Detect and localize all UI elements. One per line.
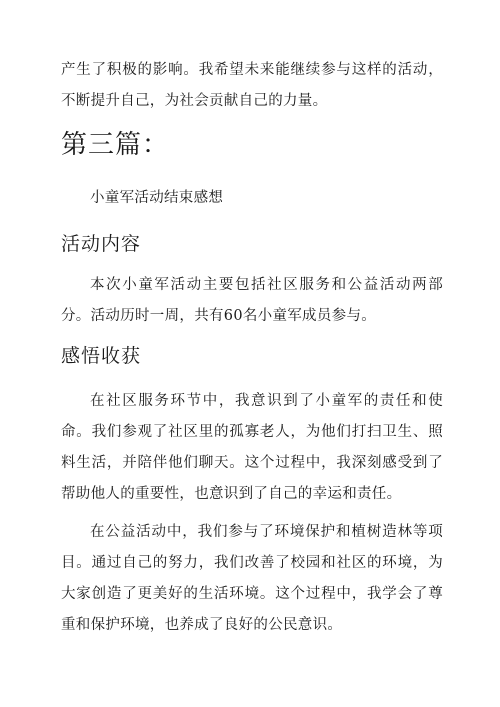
activity-content-paragraph: 本次小童军活动主要包括社区服务和公益活动两部分。活动历时一周，共有60名小童军成员参与。 xyxy=(61,277,443,324)
section-heading-reflections: 感悟收获 xyxy=(61,345,142,367)
chapter-subtitle: 小童军活动结束感想 xyxy=(90,190,224,206)
reflections-paragraph-community-service: 在社区服务环节中，我意识到了小童军的责任和使命。我们参观了社区里的孤寡老人，为他们打扫卫生、照料生活，并陪伴他们聊天。这个过程中，我深刻感受到了帮助他人的重要性，也意识到了自己的幸运和责任。 xyxy=(61,393,443,502)
chapter-title: 第三篇： xyxy=(61,130,170,160)
intro-paragraph: 产生了积极的影响。我希望未来能继续参与这样的活动，不断提升自己，为社会贡献自己的力量。 xyxy=(61,62,443,109)
reflections-paragraph-public-welfare: 在公益活动中，我们参与了环境保护和植树造林等项目。通过自己的努力，我们改善了校园和社区的环境，为大家创造了更美好的生活环境。这个过程中，我学会了尊重和保护环境，也养成了良好的公民意识。 xyxy=(61,524,443,633)
section-heading-activity-content: 活动内容 xyxy=(61,233,142,255)
